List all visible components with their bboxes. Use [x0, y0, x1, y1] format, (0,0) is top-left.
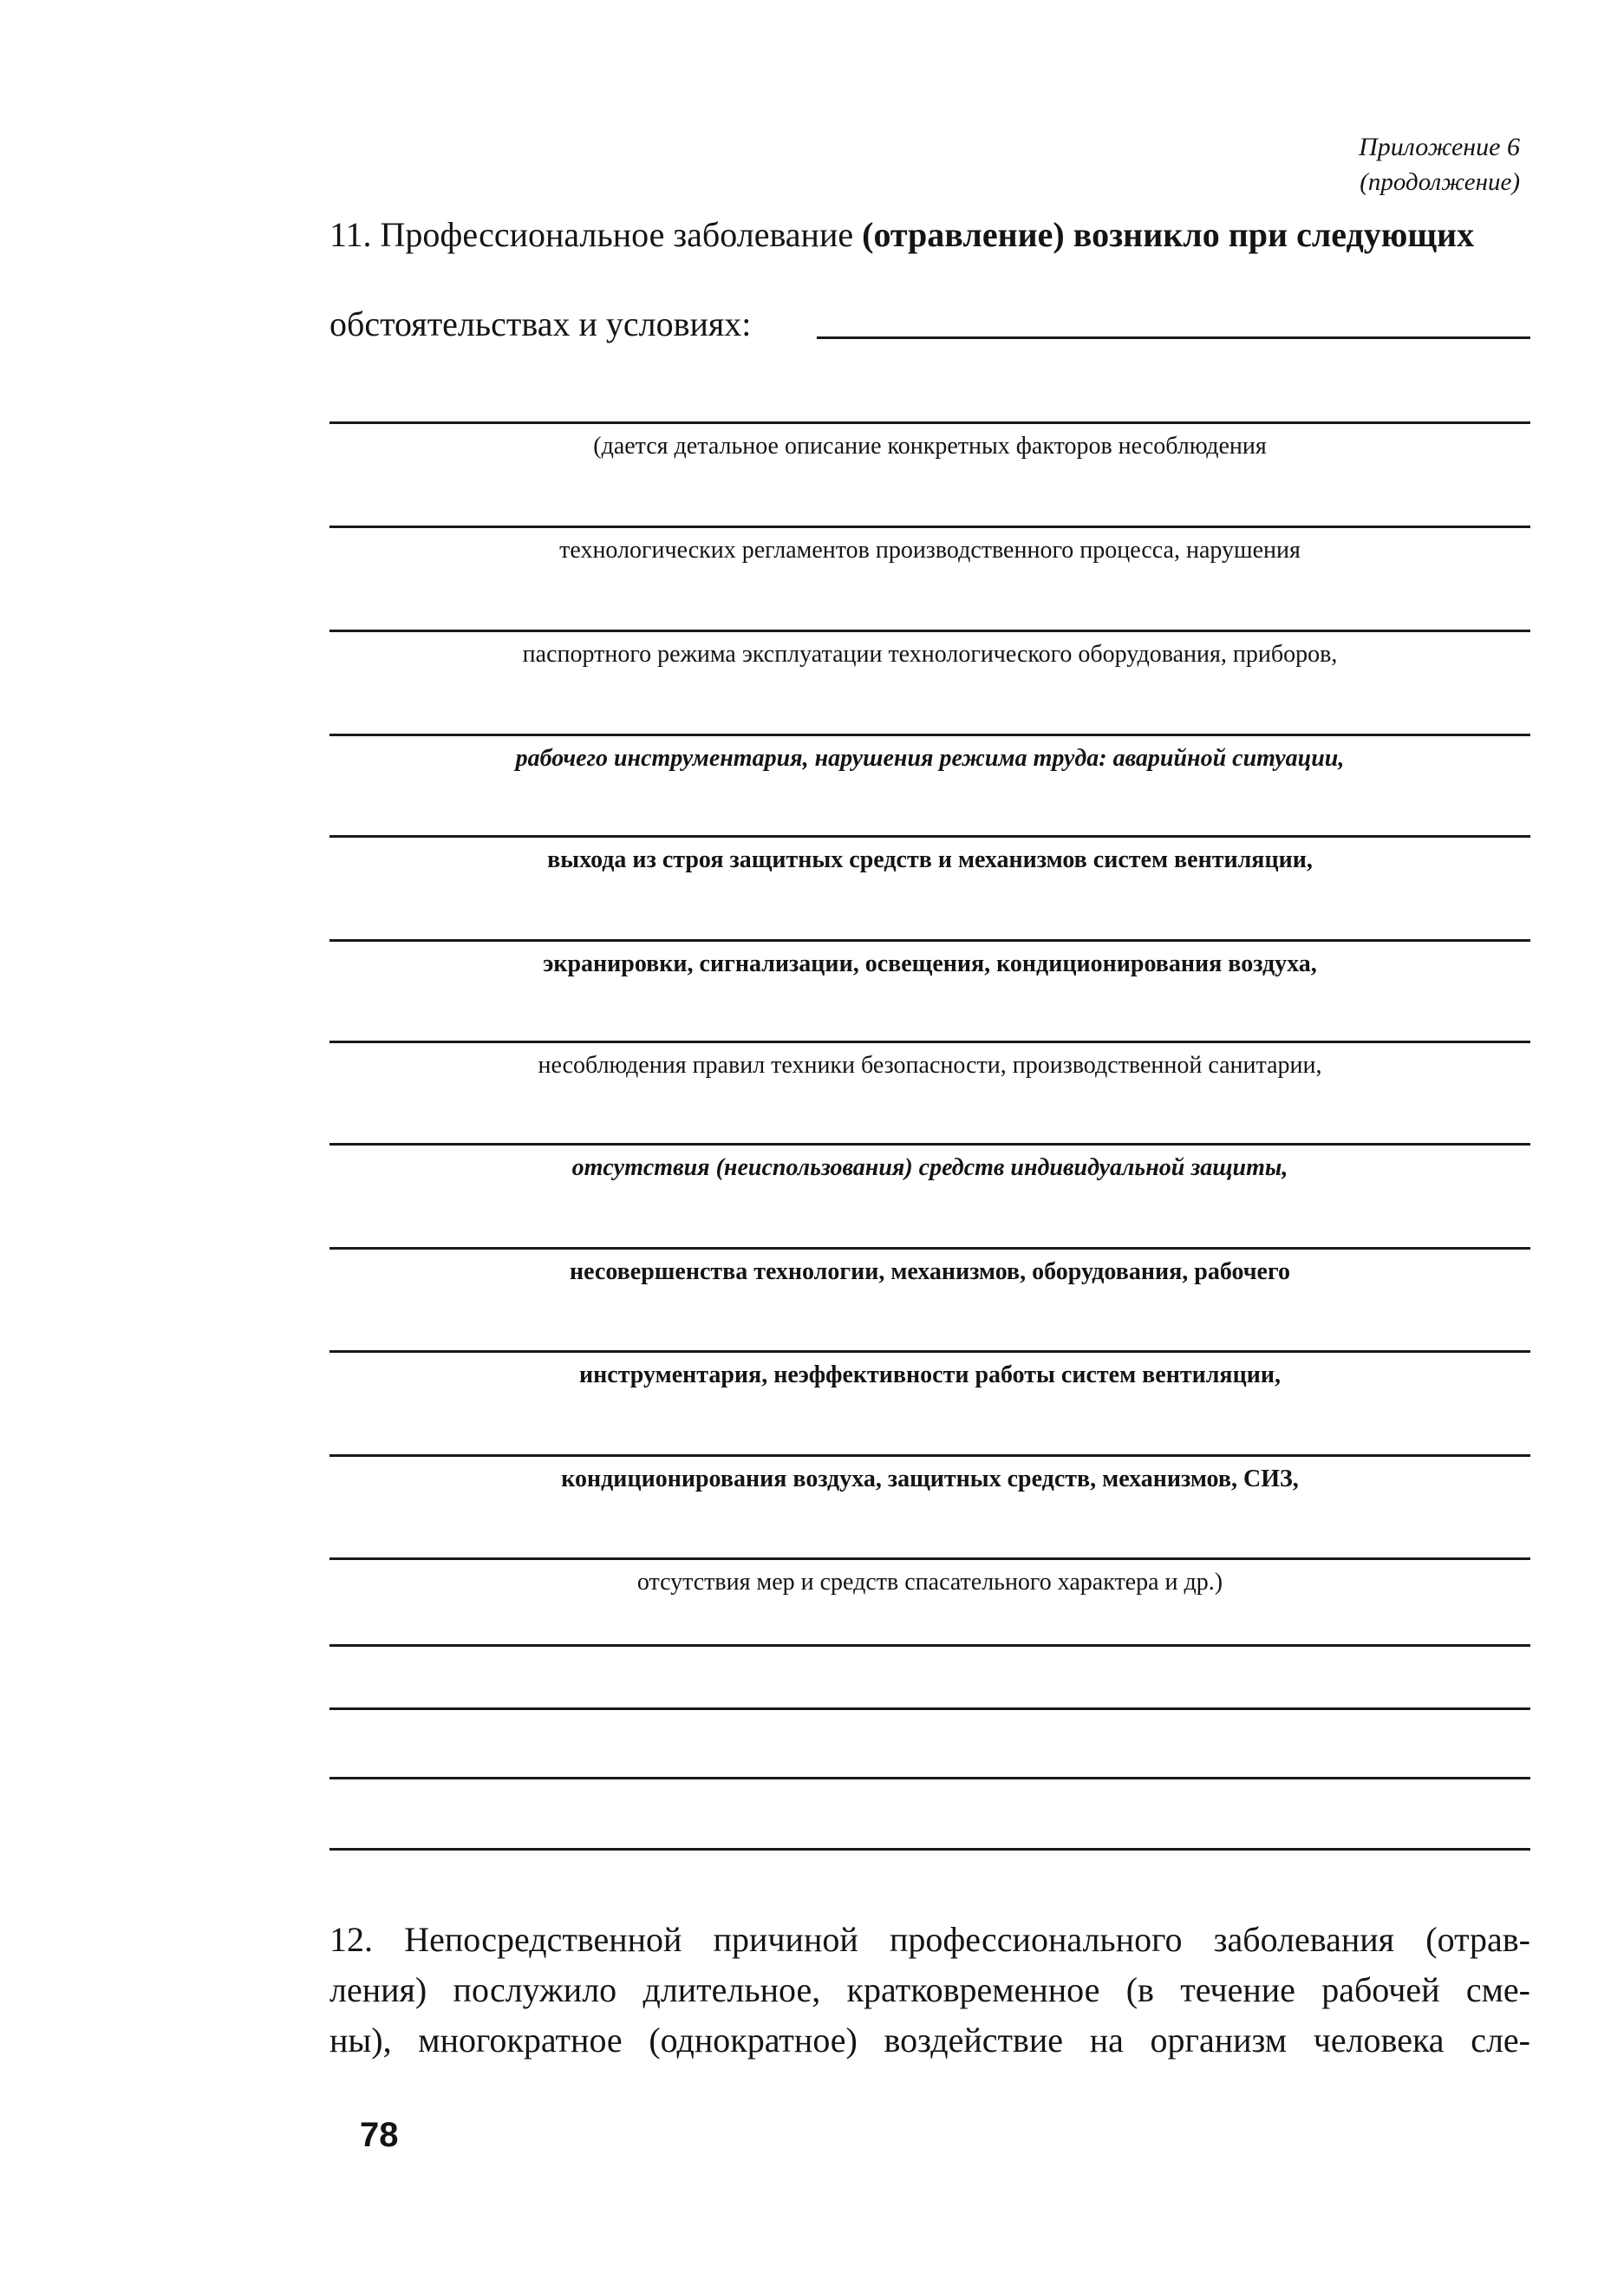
- hint-line-10: инструментария, неэффективности работы систем вентиляции,: [579, 1361, 1281, 1388]
- appendix-label: Приложение 6: [1359, 133, 1520, 161]
- section-11-heading-part-b: (отравление) возникло при следующих: [862, 215, 1475, 254]
- fill-in-line-8[interactable]: [329, 1143, 1530, 1146]
- hint-line-6: экранировки, сигнализации, освещения, кондиционирования воздуха,: [543, 950, 1317, 977]
- fill-in-line-15[interactable]: [329, 1777, 1530, 1779]
- fill-in-line-11[interactable]: [329, 1454, 1530, 1457]
- fill-in-line-7[interactable]: [329, 1041, 1530, 1043]
- hint-line-5: выхода из строя защитных средств и механизмов систем вентиляции,: [547, 846, 1313, 873]
- hint-line-4: рабочего инструментария, нарушения режима труда: аварийной ситуации,: [515, 745, 1345, 772]
- hint-line-1: (дается детальное описание конкретных факторов несоблюдения: [593, 433, 1267, 460]
- fill-in-line-2[interactable]: [329, 526, 1530, 528]
- fill-in-line-6[interactable]: [329, 939, 1530, 942]
- fill-in-line-16[interactable]: [329, 1848, 1530, 1851]
- section-11-heading-part-a: Профессиональное заболевание: [380, 215, 854, 254]
- section-12-paragraph: [329, 1915, 1530, 2066]
- fill-in-line-inline[interactable]: [817, 336, 1530, 339]
- section-11-heading: [329, 214, 1526, 256]
- fill-in-line-13[interactable]: [329, 1644, 1530, 1647]
- fill-in-line-1[interactable]: [329, 421, 1530, 424]
- fill-in-line-14[interactable]: [329, 1707, 1530, 1710]
- fill-in-line-12[interactable]: [329, 1557, 1530, 1560]
- hint-line-8: отсутствия (неиспользования) средств индивидуальной защиты,: [571, 1154, 1288, 1181]
- fill-in-line-4[interactable]: [329, 734, 1530, 736]
- fill-in-line-3[interactable]: [329, 630, 1530, 632]
- page-number: 78: [360, 2116, 399, 2154]
- appendix-header: [1359, 130, 1520, 199]
- section-11-heading-line2: обстоятельствах и условиях:: [329, 304, 752, 343]
- hint-line-11: кондиционирования воздуха, защитных средств, механизмов, СИЗ,: [561, 1466, 1299, 1492]
- appendix-continuation: (продолжение): [1360, 168, 1520, 196]
- section-12-line-3: ны), многократное (однократное) воздействие на организм человека сле-: [329, 2021, 1530, 2060]
- section-11-number: 11.: [329, 215, 372, 254]
- hint-line-12: отсутствия мер и средств спасательного характера и др.): [636, 1569, 1223, 1596]
- section-12-line-1: 12. Непосредственной причиной профессионального заболевания (отрав-: [329, 1920, 1530, 1959]
- fill-in-line-10[interactable]: [329, 1350, 1530, 1353]
- hint-line-7: несоблюдения правил техники безопасности, производственной санитарии,: [538, 1052, 1322, 1079]
- hint-line-9: несовершенства технологии, механизмов, оборудования, рабочего: [570, 1258, 1290, 1285]
- hint-line-2: технологических регламентов производственного процесса, нарушения: [559, 537, 1301, 564]
- hint-line-3: паспортного режима эксплуатации технологического оборудования, приборов,: [522, 641, 1338, 668]
- fill-in-line-5[interactable]: [329, 835, 1530, 838]
- fill-in-line-9[interactable]: [329, 1247, 1530, 1250]
- section-12-line-2: ления) послужило длительное, кратковременное (в течение рабочей сме-: [329, 1970, 1530, 2009]
